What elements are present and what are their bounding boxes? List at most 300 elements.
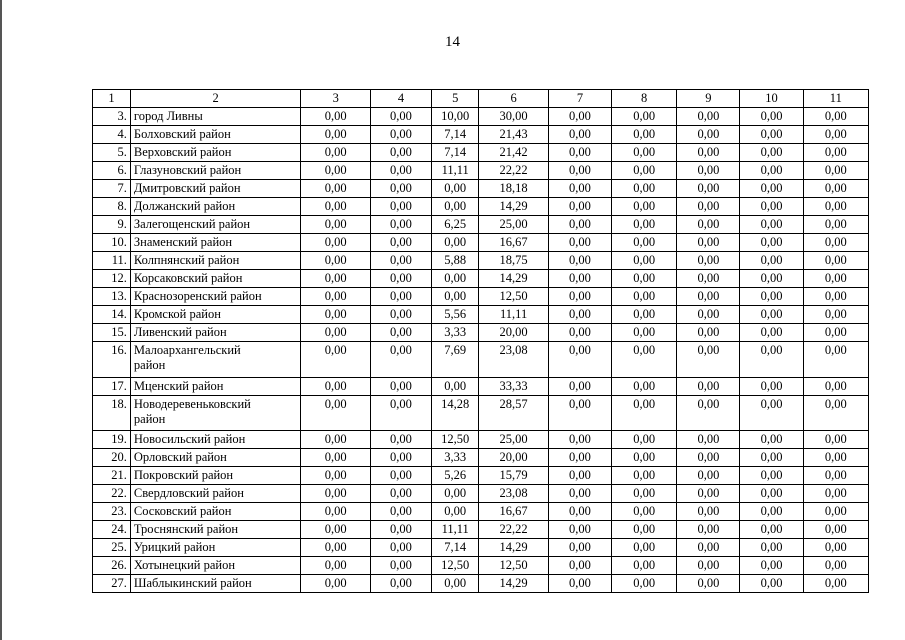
value-cell: 0,00 [740, 431, 803, 449]
value-cell: 0,00 [803, 395, 868, 431]
value-cell: 0,00 [803, 288, 868, 306]
row-number: 7. [93, 180, 131, 198]
district-name-line: Знаменский район [133, 235, 233, 249]
value-cell: 0,00 [548, 180, 611, 198]
value-cell: 25,00 [479, 431, 548, 449]
value-cell: 0,00 [301, 575, 370, 593]
value-cell: 0,00 [432, 377, 479, 395]
row-number: 15. [93, 324, 131, 342]
value-cell: 0,00 [370, 539, 431, 557]
value-cell: 0,00 [301, 270, 370, 288]
value-cell: 0,00 [740, 539, 803, 557]
value-cell: 0,00 [612, 180, 677, 198]
row-number: 8. [93, 198, 131, 216]
value-cell: 0,00 [612, 431, 677, 449]
value-cell: 0,00 [432, 575, 479, 593]
district-name-line: Новодеревеньковский [133, 396, 251, 411]
row-number: 9. [93, 216, 131, 234]
value-cell: 0,00 [548, 449, 611, 467]
district-name [130, 144, 301, 162]
value-cell: 0,00 [677, 270, 740, 288]
value-cell: 21,43 [479, 126, 548, 144]
row-number: 12. [93, 270, 131, 288]
value-cell: 0,00 [301, 377, 370, 395]
value-cell: 0,00 [740, 575, 803, 593]
district-name [130, 198, 301, 216]
header-cell: 6 [479, 90, 548, 108]
value-cell: 0,00 [803, 216, 868, 234]
value-cell: 0,00 [370, 252, 431, 270]
row-number: 16. [93, 342, 131, 378]
row-number: 10. [93, 234, 131, 252]
value-cell: 12,50 [432, 431, 479, 449]
value-cell: 0,00 [740, 503, 803, 521]
table-row [93, 521, 869, 539]
value-cell: 0,00 [612, 521, 677, 539]
value-cell: 30,00 [479, 108, 548, 126]
district-name-line: Залегощенский район [133, 217, 251, 231]
table-row [93, 485, 869, 503]
value-cell: 0,00 [612, 449, 677, 467]
value-cell: 0,00 [740, 557, 803, 575]
district-name [130, 557, 301, 575]
value-cell: 0,00 [612, 108, 677, 126]
district-name [130, 467, 301, 485]
district-name [130, 180, 301, 198]
value-cell: 33,33 [479, 377, 548, 395]
table-row [93, 180, 869, 198]
value-cell: 0,00 [548, 377, 611, 395]
value-cell: 0,00 [677, 521, 740, 539]
row-number: 24. [93, 521, 131, 539]
row-number: 18. [93, 395, 131, 431]
table-body [93, 90, 869, 593]
value-cell: 0,00 [677, 449, 740, 467]
value-cell: 0,00 [301, 431, 370, 449]
table-row [93, 503, 869, 521]
value-cell: 0,00 [740, 180, 803, 198]
row-number: 3. [93, 108, 131, 126]
value-cell: 0,00 [803, 252, 868, 270]
value-cell: 18,18 [479, 180, 548, 198]
value-cell: 0,00 [677, 234, 740, 252]
value-cell: 0,00 [301, 485, 370, 503]
table-row [93, 467, 869, 485]
value-cell: 0,00 [612, 216, 677, 234]
district-name-line: Ливенский район [133, 325, 227, 339]
value-cell: 0,00 [677, 557, 740, 575]
value-cell: 16,67 [479, 234, 548, 252]
header-cell: 1 [93, 90, 131, 108]
district-name-line: Дмитровский район [133, 181, 241, 195]
value-cell: 0,00 [612, 485, 677, 503]
value-cell: 14,28 [432, 395, 479, 431]
value-cell: 0,00 [548, 216, 611, 234]
row-number: 22. [93, 485, 131, 503]
value-cell: 0,00 [612, 270, 677, 288]
row-number: 13. [93, 288, 131, 306]
value-cell: 0,00 [370, 449, 431, 467]
value-cell: 0,00 [740, 485, 803, 503]
table-row [93, 126, 869, 144]
value-cell: 0,00 [740, 377, 803, 395]
value-cell: 0,00 [677, 575, 740, 593]
value-cell: 0,00 [301, 252, 370, 270]
header-cell: 9 [677, 90, 740, 108]
district-name [130, 485, 301, 503]
value-cell: 0,00 [677, 306, 740, 324]
value-cell: 14,29 [479, 198, 548, 216]
value-cell: 0,00 [740, 234, 803, 252]
district-name-line: Урицкий район [133, 540, 216, 555]
value-cell: 0,00 [740, 467, 803, 485]
value-cell: 14,29 [479, 539, 548, 557]
value-cell: 0,00 [740, 449, 803, 467]
district-name-line: район [133, 358, 166, 372]
value-cell: 0,00 [677, 485, 740, 503]
district-name-line: Корсаковский район [133, 271, 243, 285]
value-cell: 5,26 [432, 467, 479, 485]
value-cell: 0,00 [740, 108, 803, 126]
header-cell: 2 [130, 90, 301, 108]
value-cell: 0,00 [740, 342, 803, 378]
value-cell: 0,00 [370, 288, 431, 306]
row-number: 23. [93, 503, 131, 521]
value-cell: 0,00 [548, 575, 611, 593]
header-cell: 8 [612, 90, 677, 108]
table-row [93, 162, 869, 180]
value-cell: 0,00 [612, 144, 677, 162]
value-cell: 0,00 [301, 198, 370, 216]
district-name [130, 306, 301, 324]
value-cell: 0,00 [548, 342, 611, 378]
value-cell: 0,00 [548, 270, 611, 288]
header-cell: 3 [301, 90, 370, 108]
value-cell: 0,00 [677, 288, 740, 306]
district-name-line: Должанский район [133, 199, 236, 213]
value-cell: 0,00 [432, 270, 479, 288]
row-number: 19. [93, 431, 131, 449]
value-cell: 0,00 [612, 395, 677, 431]
value-cell: 0,00 [301, 126, 370, 144]
value-cell: 0,00 [803, 503, 868, 521]
value-cell: 0,00 [432, 234, 479, 252]
value-cell: 22,22 [479, 521, 548, 539]
district-name-line: Шаблыкинский район [133, 576, 252, 591]
value-cell: 0,00 [301, 162, 370, 180]
district-name [130, 216, 301, 234]
value-cell: 0,00 [370, 234, 431, 252]
value-cell: 0,00 [301, 234, 370, 252]
district-name [130, 377, 301, 395]
value-cell: 0,00 [548, 288, 611, 306]
district-name-line: Глазуновский район [133, 163, 242, 177]
table-row [93, 449, 869, 467]
table-row [93, 108, 869, 126]
value-cell: 0,00 [677, 431, 740, 449]
value-cell: 0,00 [803, 557, 868, 575]
table-row [93, 557, 869, 575]
header-cell: 11 [803, 90, 868, 108]
header-cell: 4 [370, 90, 431, 108]
value-cell: 20,00 [479, 449, 548, 467]
district-name [130, 234, 301, 252]
value-cell: 0,00 [370, 467, 431, 485]
value-cell: 0,00 [612, 288, 677, 306]
district-name-line: город Ливны [133, 109, 203, 123]
value-cell: 0,00 [548, 557, 611, 575]
value-cell: 0,00 [548, 467, 611, 485]
value-cell: 0,00 [803, 449, 868, 467]
value-cell: 0,00 [548, 503, 611, 521]
value-cell: 0,00 [370, 431, 431, 449]
value-cell: 0,00 [740, 288, 803, 306]
table-row [93, 234, 869, 252]
value-cell: 0,00 [301, 395, 370, 431]
value-cell: 10,00 [432, 108, 479, 126]
value-cell: 12,50 [479, 557, 548, 575]
value-cell: 21,42 [479, 144, 548, 162]
value-cell: 0,00 [803, 521, 868, 539]
value-cell: 0,00 [370, 324, 431, 342]
value-cell: 23,08 [479, 485, 548, 503]
table-row [93, 324, 869, 342]
value-cell: 0,00 [740, 144, 803, 162]
district-name [130, 395, 301, 431]
value-cell: 3,33 [432, 324, 479, 342]
district-name [130, 342, 301, 378]
value-cell: 0,00 [370, 575, 431, 593]
header-cell: 10 [740, 90, 803, 108]
value-cell: 0,00 [677, 180, 740, 198]
header-cell: 5 [432, 90, 479, 108]
value-cell: 0,00 [803, 144, 868, 162]
district-name-line: район [133, 411, 166, 426]
value-cell: 0,00 [548, 126, 611, 144]
value-cell: 0,00 [548, 306, 611, 324]
value-cell: 0,00 [803, 467, 868, 485]
value-cell: 7,14 [432, 126, 479, 144]
value-cell: 0,00 [803, 180, 868, 198]
value-cell: 0,00 [677, 252, 740, 270]
value-cell: 0,00 [612, 557, 677, 575]
district-name-line: Сосковский район [133, 504, 232, 519]
value-cell: 0,00 [677, 503, 740, 521]
value-cell: 0,00 [740, 306, 803, 324]
value-cell: 0,00 [370, 198, 431, 216]
district-name-line: Колпнянский район [133, 253, 240, 267]
value-cell: 0,00 [370, 306, 431, 324]
value-cell: 0,00 [548, 144, 611, 162]
value-cell: 0,00 [803, 324, 868, 342]
data-table [92, 89, 869, 593]
district-name [130, 270, 301, 288]
row-number: 27. [93, 575, 131, 593]
value-cell: 0,00 [803, 198, 868, 216]
district-name-line: Верховский район [133, 145, 232, 159]
value-cell: 0,00 [803, 126, 868, 144]
value-cell: 0,00 [370, 395, 431, 431]
value-cell: 7,14 [432, 144, 479, 162]
value-cell: 0,00 [740, 216, 803, 234]
value-cell: 0,00 [677, 377, 740, 395]
district-name [130, 126, 301, 144]
value-cell: 0,00 [677, 342, 740, 378]
value-cell: 11,11 [479, 306, 548, 324]
row-number: 5. [93, 144, 131, 162]
value-cell: 0,00 [301, 144, 370, 162]
value-cell: 0,00 [803, 342, 868, 378]
value-cell: 0,00 [612, 198, 677, 216]
value-cell: 0,00 [370, 162, 431, 180]
row-number: 4. [93, 126, 131, 144]
value-cell: 0,00 [301, 467, 370, 485]
table-row [93, 288, 869, 306]
table-row [93, 198, 869, 216]
value-cell: 11,11 [432, 521, 479, 539]
row-number: 21. [93, 467, 131, 485]
value-cell: 0,00 [370, 485, 431, 503]
value-cell: 0,00 [548, 198, 611, 216]
value-cell: 25,00 [479, 216, 548, 234]
value-cell: 23,08 [479, 342, 548, 378]
value-cell: 0,00 [432, 198, 479, 216]
value-cell: 20,00 [479, 324, 548, 342]
value-cell: 0,00 [432, 485, 479, 503]
row-number: 20. [93, 449, 131, 467]
value-cell: 0,00 [677, 395, 740, 431]
value-cell: 0,00 [301, 521, 370, 539]
table-row [93, 306, 869, 324]
table-row [93, 539, 869, 557]
value-cell: 0,00 [740, 395, 803, 431]
value-cell: 0,00 [301, 306, 370, 324]
district-name-line: Кромской район [133, 307, 221, 321]
value-cell: 0,00 [803, 377, 868, 395]
table-row [93, 216, 869, 234]
table-row [93, 575, 869, 593]
value-cell: 0,00 [740, 270, 803, 288]
value-cell: 0,00 [677, 126, 740, 144]
district-name-line: Орловский район [133, 450, 227, 465]
value-cell: 0,00 [612, 162, 677, 180]
value-cell: 0,00 [612, 467, 677, 485]
value-cell: 0,00 [803, 108, 868, 126]
value-cell: 16,67 [479, 503, 548, 521]
value-cell: 15,79 [479, 467, 548, 485]
value-cell: 0,00 [612, 342, 677, 378]
value-cell: 0,00 [740, 324, 803, 342]
value-cell: 0,00 [301, 449, 370, 467]
district-name [130, 108, 301, 126]
value-cell: 0,00 [677, 467, 740, 485]
value-cell: 12,50 [432, 557, 479, 575]
value-cell: 0,00 [301, 324, 370, 342]
value-cell: 0,00 [548, 521, 611, 539]
district-name [130, 252, 301, 270]
value-cell: 18,75 [479, 252, 548, 270]
value-cell: 28,57 [479, 395, 548, 431]
district-name-line: Свердловский район [133, 486, 244, 501]
value-cell: 0,00 [370, 108, 431, 126]
value-cell: 0,00 [370, 503, 431, 521]
value-cell: 0,00 [612, 377, 677, 395]
district-name [130, 162, 301, 180]
value-cell: 0,00 [803, 431, 868, 449]
value-cell: 0,00 [548, 234, 611, 252]
value-cell: 0,00 [301, 288, 370, 306]
district-name [130, 431, 301, 449]
value-cell: 0,00 [548, 431, 611, 449]
value-cell: 11,11 [432, 162, 479, 180]
table-row [93, 342, 869, 378]
value-cell: 0,00 [301, 503, 370, 521]
district-name-line: Мценский район [133, 378, 224, 393]
value-cell: 0,00 [548, 252, 611, 270]
district-name [130, 324, 301, 342]
value-cell: 0,00 [612, 126, 677, 144]
value-cell: 0,00 [677, 108, 740, 126]
value-cell: 0,00 [548, 485, 611, 503]
value-cell: 0,00 [612, 539, 677, 557]
value-cell: 0,00 [370, 270, 431, 288]
value-cell: 0,00 [548, 395, 611, 431]
district-name [130, 521, 301, 539]
value-cell: 0,00 [740, 252, 803, 270]
value-cell: 7,14 [432, 539, 479, 557]
value-cell: 0,00 [370, 342, 431, 378]
value-cell: 0,00 [803, 539, 868, 557]
table-row [93, 252, 869, 270]
value-cell: 0,00 [740, 126, 803, 144]
district-name-line: Малоархангельский [133, 343, 241, 357]
value-cell: 0,00 [370, 557, 431, 575]
value-cell: 0,00 [612, 324, 677, 342]
value-cell: 0,00 [301, 557, 370, 575]
table-row [93, 270, 869, 288]
district-name [130, 539, 301, 557]
row-number: 25. [93, 539, 131, 557]
row-number: 11. [93, 252, 131, 270]
table-row [93, 377, 869, 395]
value-cell: 0,00 [677, 216, 740, 234]
district-name-line: Краснозоренский район [133, 289, 262, 303]
value-cell: 0,00 [301, 216, 370, 234]
value-cell: 0,00 [677, 162, 740, 180]
value-cell: 0,00 [612, 252, 677, 270]
value-cell: 0,00 [432, 503, 479, 521]
value-cell: 12,50 [479, 288, 548, 306]
value-cell: 0,00 [548, 108, 611, 126]
value-cell: 0,00 [301, 342, 370, 378]
table-row [93, 144, 869, 162]
district-name [130, 503, 301, 521]
value-cell: 0,00 [677, 198, 740, 216]
value-cell: 7,69 [432, 342, 479, 378]
value-cell: 0,00 [432, 180, 479, 198]
value-cell: 0,00 [803, 306, 868, 324]
table-row [93, 431, 869, 449]
value-cell: 22,22 [479, 162, 548, 180]
row-number: 26. [93, 557, 131, 575]
value-cell: 6,25 [432, 216, 479, 234]
row-number: 6. [93, 162, 131, 180]
page-left-edge [0, 0, 2, 640]
table-row [93, 395, 869, 431]
header-cell: 7 [548, 90, 611, 108]
value-cell: 0,00 [301, 108, 370, 126]
value-cell: 0,00 [740, 162, 803, 180]
